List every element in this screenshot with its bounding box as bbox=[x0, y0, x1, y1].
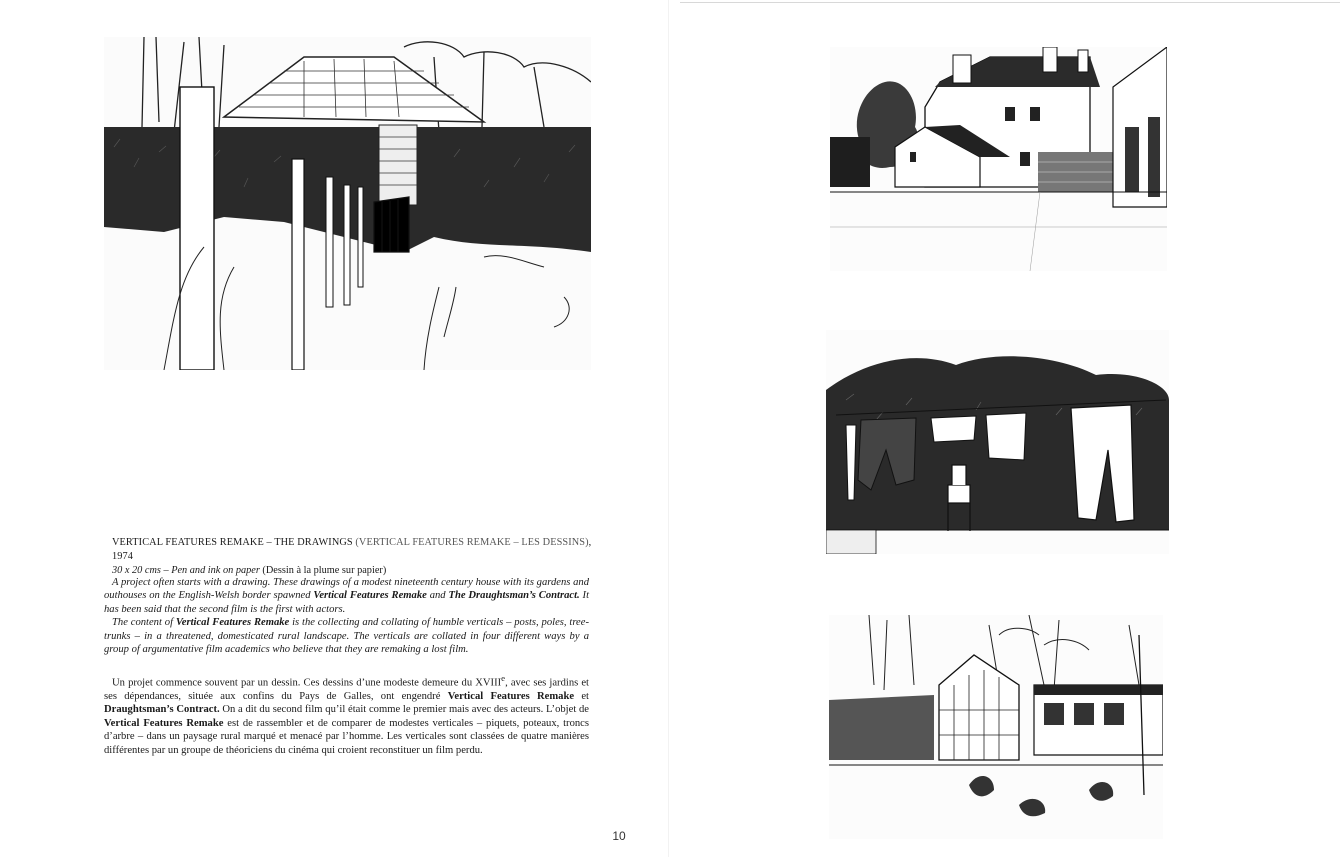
en-p1-film-title-1: Vertical Features Remake bbox=[313, 590, 427, 602]
caption-dimensions-medium: 30 x 20 cms – Pen and ink on paper bbox=[112, 565, 260, 576]
en-p2-text-c: is the collecting and collating of humble verticals – posts, poles, tree-trunks – in a threatened, domesticated rural landscape. The verticals are collated in four different ways by a group of argumentative film academics who believe that they are remaking a lost film. bbox=[104, 617, 589, 656]
drawing-garden-posts bbox=[104, 37, 591, 370]
drawing-house-courtyard-art bbox=[830, 47, 1167, 271]
page-fold bbox=[668, 0, 669, 857]
en-p1-film-title-2: The Draughtsman’s Contract. bbox=[448, 590, 580, 602]
caption-title-line bbox=[112, 536, 592, 564]
caption-medium-fr: (Dessin à la plume sur papier) bbox=[259, 565, 387, 576]
en-p1-text-c: and bbox=[426, 590, 449, 602]
fr-century-superscript: e bbox=[501, 673, 506, 683]
drawing-greenhouse-art bbox=[829, 615, 1163, 839]
french-paragraph-1 bbox=[104, 672, 589, 757]
body-text-french bbox=[104, 672, 589, 757]
drawing-caption bbox=[112, 536, 592, 578]
caption-title-fr: (VERTICAL FEATURES REMAKE – LES DESSINS) bbox=[355, 537, 589, 548]
drawing-garden-posts-art bbox=[104, 37, 591, 370]
fr-text-b: , avec ses jardins et ses dépendances, située aux confins du Pays de Galles, ont engendré bbox=[104, 677, 590, 702]
drawing-house-courtyard bbox=[830, 47, 1167, 271]
fr-film-title-1: Vertical Features Remake bbox=[447, 690, 575, 702]
fr-film-title-2: Draughtsman’s Contract. bbox=[104, 704, 220, 716]
fr-film-title-3: Vertical Features Remake bbox=[104, 717, 224, 729]
caption-title-en: VERTICAL FEATURES REMAKE – THE DRAWINGS bbox=[112, 537, 353, 548]
en-p2-film-title: Vertical Features Remake bbox=[175, 617, 290, 629]
english-paragraph-1 bbox=[104, 576, 589, 616]
en-p2-text-a: The content of bbox=[112, 617, 176, 629]
body-text-english bbox=[104, 576, 589, 656]
caption-year: , 1974 bbox=[112, 537, 592, 562]
fr-text-a: Un projet commence souvent par un dessin. Ces dessins d’une modeste demeure du XVIII bbox=[112, 677, 502, 689]
page-edge-rule bbox=[680, 2, 1340, 3]
drawing-washing-line bbox=[826, 330, 1169, 554]
drawing-washing-line-art bbox=[826, 330, 1169, 554]
en-p1-text-e: It has been said that the second film is the first with actors. bbox=[104, 590, 590, 615]
fr-text-d: et bbox=[574, 690, 589, 702]
drawing-greenhouse bbox=[829, 615, 1163, 839]
english-paragraph-2 bbox=[104, 616, 589, 656]
fr-text-f: On a dit du second film qu’il était comme le premier mais avec des acteurs. L’objet de bbox=[219, 704, 590, 716]
page-number: 10 bbox=[612, 829, 626, 843]
en-p1-text-a: A project often starts with a drawing. These drawings of a modest nineteenth century house with its gardens and outhouses on the English-Welsh border spawned bbox=[104, 577, 589, 602]
fr-text-h: est de rassembler et de comparer de modestes verticales – piquets, poteaux, troncs d’arbre – dans un paysage rural marqué et menacé par l’homme. Les verticales sont classées de quatre manières différentes par un groupe de théoriciens du cinéma qui croient reconstituer un film perdu. bbox=[104, 717, 589, 756]
